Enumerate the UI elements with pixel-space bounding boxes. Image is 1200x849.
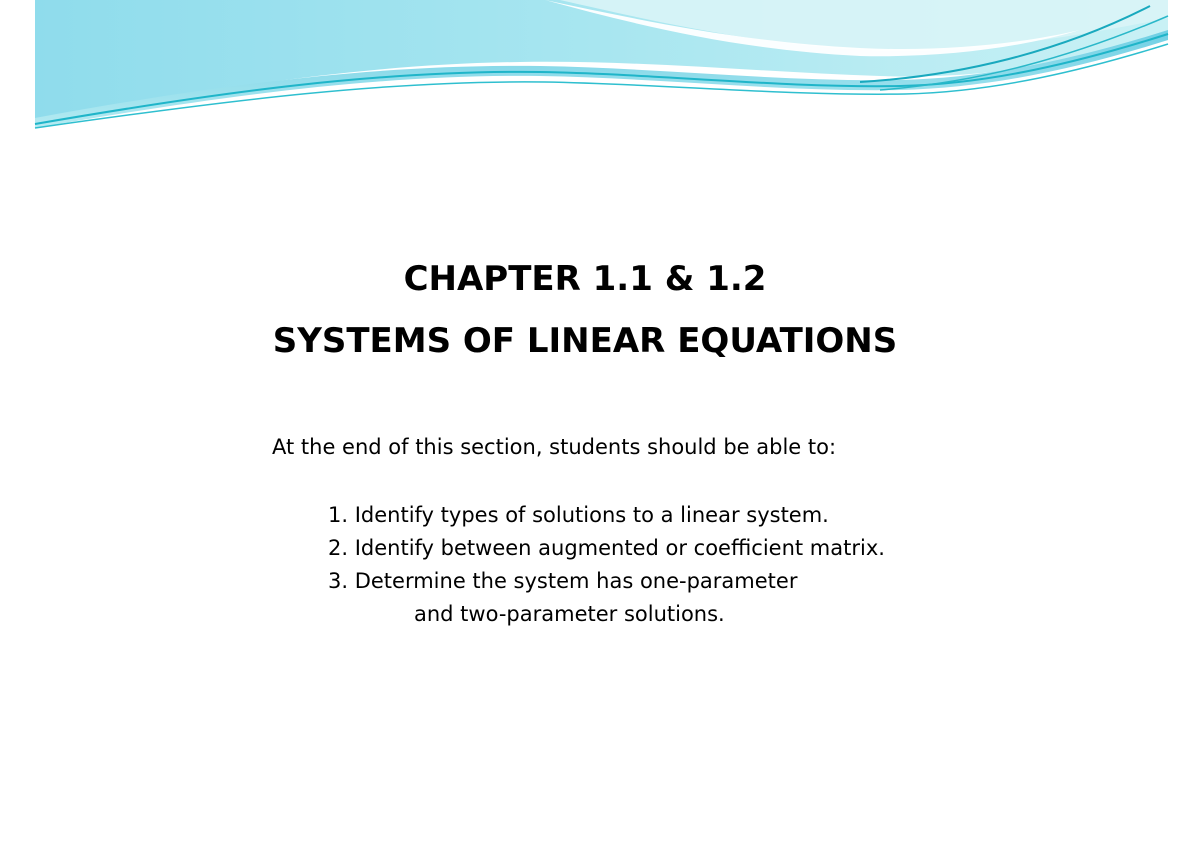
chapter-title: CHAPTER 1.1 & 1.2 (403, 259, 767, 299)
title-block (0, 248, 1170, 372)
intro-text: At the end of this section, students should be able to: (272, 435, 837, 459)
section-title: SYSTEMS OF LINEAR EQUATIONS (272, 321, 898, 361)
objective-3-continuation: and two-parameter solutions. (414, 602, 725, 626)
objective-1: 1. Identify types of solutions to a linear system. (328, 503, 829, 527)
objective-3: 3. Determine the system has one-parameter (328, 569, 798, 593)
header-wave-decoration (0, 0, 1200, 140)
objective-2: 2. Identify between augmented or coefficient matrix. (328, 536, 885, 560)
